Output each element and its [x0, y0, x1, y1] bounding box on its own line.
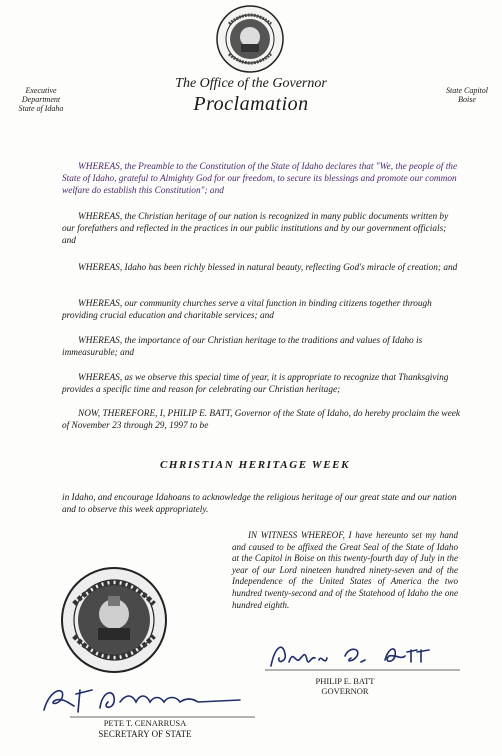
- secretary-title: SECRETARY OF STATE: [98, 729, 192, 739]
- governor-name: PHILIP E. BATT: [315, 676, 375, 686]
- paragraph: [62, 335, 460, 359]
- great-seal-bottom-icon: [60, 566, 168, 674]
- proclamation-title: Proclamation: [193, 93, 309, 115]
- executive-department-label: [6, 86, 76, 113]
- corner-line: Boise: [458, 95, 476, 104]
- corner-line: State of Idaho: [18, 104, 64, 113]
- proclamation-heading: CHRISTIAN HERITAGE WEEK: [159, 459, 351, 471]
- great-seal-top-icon: [215, 4, 285, 74]
- governor-signature-icon: [265, 636, 465, 674]
- governor-title: GOVERNOR: [321, 686, 369, 696]
- secretary-signature-icon: [40, 680, 260, 720]
- paragraph-text: WHEREAS, Idaho has been richly blessed in natural beauty, reflecting God's miracle of creation; and: [78, 263, 458, 273]
- paragraph-text: NOW, THEREFORE, I, PHILIP E. BATT, Governor of the State of Idaho, do hereby proclaim the week of November 23 through 29, 1997 to be: [62, 409, 460, 431]
- paragraph-text: WHEREAS, our community churches serve a vital function in binding citizens together through providing crucial education and charitable services; and: [62, 299, 432, 321]
- paragraph-text: WHEREAS, the Christian heritage of our nation is recognized in many public documents written by our forefathers and reflected in the practices in our public institutions and by our government officials; and: [62, 212, 449, 246]
- paragraph-text: WHEREAS, as we observe this special time of year, it is appropriate to recognize that Thanksgiving provides a specific time and reason for celebrating our Christian heritage;: [62, 373, 449, 395]
- witness-paragraph: [232, 530, 458, 611]
- corner-line: Executive Department: [21, 86, 61, 104]
- witness-text: IN WITNESS WHEREOF, I have hereunto set my hand and caused to be affixed the Great Seal of the State of Idaho at the Capitol in Boise on this twenty-fourth day of July in the year of our Lord nineteen hundred ninety-seven and of the Independence of the United States of America the two hundred twenty-second and of the Statehood of Idaho the one hundred eighth.: [232, 530, 458, 610]
- paragraph: [62, 372, 460, 396]
- secretary-name: PETE T. CENARRUSA: [103, 718, 187, 728]
- paragraph-text: WHEREAS, the importance of our Christian heritage to the traditions and values of Idaho is immeasurable; and: [62, 336, 423, 358]
- paragraph: [62, 262, 460, 274]
- corner-line: State Capitol: [446, 86, 488, 95]
- state-capitol-label: [437, 86, 497, 104]
- paragraph: [62, 408, 460, 432]
- closing-paragraph: in Idaho, and encourage Idahoans to acknowledge the religious heritage of our great state and our nation and to observe this week appropriately.: [62, 493, 457, 515]
- paragraph: [62, 211, 460, 247]
- paragraph: [62, 161, 460, 197]
- paragraph: [62, 298, 460, 322]
- paragraph-text: WHEREAS, the Preamble to the Constitution of the State of Idaho declares that "We, the people of the State of Idaho, grateful to Almighty God for our freedom, to secure its blessings and promote our common welfare do establish this Constitution"; and: [62, 162, 458, 196]
- office-title: The Office of the Governor: [175, 76, 327, 91]
